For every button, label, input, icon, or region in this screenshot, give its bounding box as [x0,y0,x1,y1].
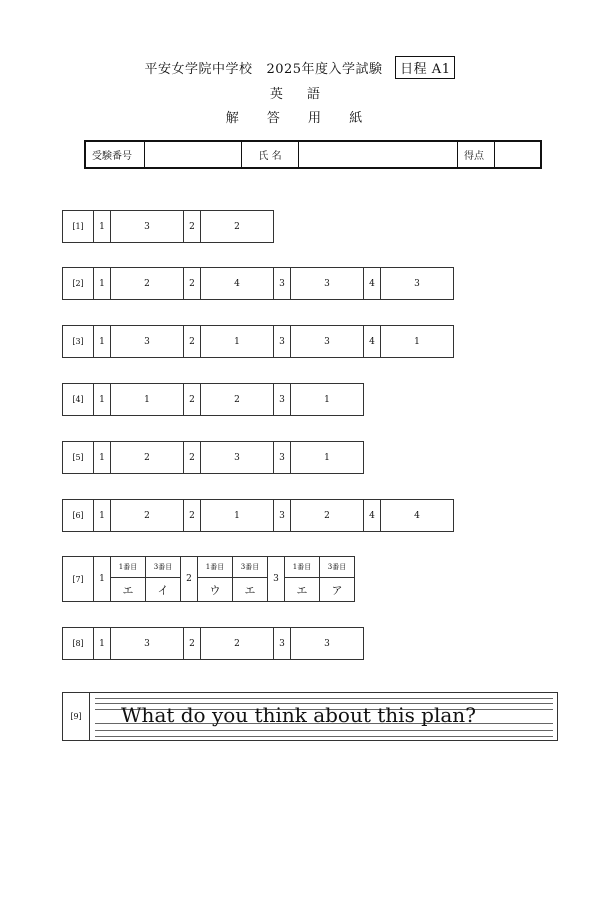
section-4-table [62,383,364,416]
third-order-label: 3番目 [320,557,355,578]
section-label: [1] [63,211,94,243]
section-8-table [62,627,364,660]
question-number: 2 [181,557,198,602]
section-label: [2] [63,268,94,300]
written-answer[interactable]: What do you think about this plan? [121,703,476,727]
answer-sheet-title: 解 答 用 紙 [225,111,375,126]
score-field[interactable] [495,141,542,168]
question-number: 2 [184,500,201,532]
answer-cell[interactable]: 2 [111,500,184,532]
question-number: 1 [94,500,111,532]
third-order-label: 3番目 [146,557,181,578]
answer-cell[interactable]: 4 [201,268,274,300]
school-name: 平安女学院中学校 [144,62,253,77]
answer-cell[interactable]: 2 [201,628,274,660]
answer-cell[interactable]: エ [233,578,268,602]
first-order-label: 1番目 [285,557,320,578]
answer-cell[interactable]: 2 [291,500,364,532]
answer-cell[interactable]: 1 [381,326,454,358]
question-number: 2 [184,211,201,243]
question-number: 2 [184,326,201,358]
question-number: 3 [274,326,291,358]
section-9-box [62,692,558,741]
answer-cell[interactable]: 3 [111,211,184,243]
answer-cell[interactable]: 2 [111,442,184,474]
answer-cell[interactable]: エ [111,578,146,602]
question-number: 2 [184,384,201,416]
question-number: 1 [94,557,111,602]
info-table [84,140,542,169]
exam-number-field[interactable] [145,141,242,168]
section-2-table [62,267,454,300]
section-7-table [62,556,355,602]
section-label: [8] [63,628,94,660]
answer-cell[interactable]: 3 [291,628,364,660]
question-number: 1 [94,326,111,358]
answer-cell[interactable]: 3 [291,326,364,358]
answer-cell[interactable]: 3 [111,326,184,358]
section-label: [5] [63,442,94,474]
section-5-table [62,441,364,474]
question-number: 2 [184,268,201,300]
exam-year: 2025年度入学試験 [266,62,383,77]
answer-cell[interactable]: 3 [111,628,184,660]
answer-cell[interactable]: イ [146,578,181,602]
question-number: 1 [94,384,111,416]
first-order-label: 1番目 [198,557,233,578]
answer-cell[interactable]: 3 [291,268,364,300]
exam-number-label: 受験番号 [85,141,145,168]
question-number: 3 [274,628,291,660]
question-number: 4 [364,268,381,300]
answer-cell[interactable]: 1 [291,384,364,416]
question-number: 1 [94,442,111,474]
answer-cell[interactable]: 3 [201,442,274,474]
answer-cell[interactable]: 1 [201,326,274,358]
answer-cell[interactable]: 1 [291,442,364,474]
section-label: [3] [63,326,94,358]
section-label: [6] [63,500,94,532]
question-number: 3 [274,442,291,474]
section-1-table [62,210,274,243]
schedule-badge: 日程 A1 [395,56,455,79]
question-number: 4 [364,326,381,358]
section-3-table [62,325,454,358]
question-number: 4 [364,500,381,532]
answer-cell[interactable]: 2 [201,384,274,416]
third-order-label: 3番目 [233,557,268,578]
score-label: 得点 [458,141,495,168]
question-number: 1 [94,628,111,660]
answer-cell[interactable]: ウ [198,578,233,602]
name-label: 氏 名 [242,141,299,168]
ruled-line [95,698,553,699]
answer-cell[interactable]: 2 [111,268,184,300]
answer-cell[interactable]: 1 [111,384,184,416]
question-number: 3 [268,557,285,602]
answer-cell[interactable]: 3 [381,268,454,300]
ruled-line [95,736,553,737]
question-number: 2 [184,628,201,660]
subject-title: 英 語 [269,87,331,102]
question-number: 1 [94,268,111,300]
first-order-label: 1番目 [111,557,146,578]
exam-title [0,56,600,79]
question-number: 3 [274,500,291,532]
answer-cell[interactable]: 4 [381,500,454,532]
question-number: 1 [94,211,111,243]
name-field[interactable] [299,141,458,168]
question-number: 3 [274,268,291,300]
section-label: [4] [63,384,94,416]
question-number: 2 [184,442,201,474]
answer-cell[interactable]: ア [320,578,355,602]
section-label: [7] [63,557,94,602]
answer-cell[interactable]: エ [285,578,320,602]
section-6-table [62,499,454,532]
answer-cell[interactable]: 1 [201,500,274,532]
section-label: [9] [63,693,90,740]
question-number: 3 [274,384,291,416]
ruled-line [95,730,553,731]
answer-cell[interactable]: 2 [201,211,274,243]
